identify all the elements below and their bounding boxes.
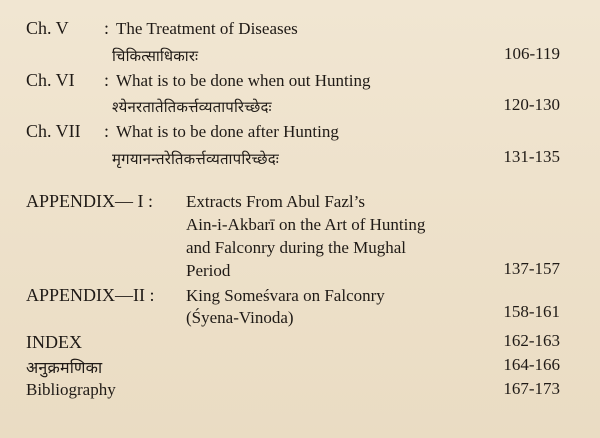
chapter-label: Ch. VI (26, 70, 75, 90)
page-range: 131-135 (503, 147, 560, 166)
back-matter-label: Bibliography (26, 380, 116, 399)
page-range: 120-130 (503, 95, 560, 114)
back-matter-label: अनुक्रमणिका (26, 358, 103, 377)
back-matter-label: INDEX (26, 332, 82, 352)
colon-separator: : (104, 18, 110, 38)
chapter-sanskrit-title: श्येनरतातेतिकर्त्तव्यतापरिच्छेदः (112, 98, 272, 116)
chapter-title: The Treatment of Diseases (116, 19, 298, 38)
colon-separator: : (104, 121, 110, 141)
chapter-sanskrit-title: मृगयानन्तरेतिकर्त्तव्यतापरिच्छेदः (112, 150, 279, 168)
appendix-line: King Someśvara on Falconry (186, 286, 385, 305)
appendix-line: and Falconry during the Mughal (186, 238, 407, 257)
appendix-line: Extracts From Abul Fazl’s (186, 192, 365, 211)
appendix-label: APPENDIX— I : (26, 191, 154, 211)
colon-separator: : (104, 70, 110, 90)
page-range: 137-157 (503, 259, 560, 278)
appendix-line: Ain-i-Akbarī on the Art of Hunting (186, 215, 426, 234)
page-range: 106-119 (503, 44, 560, 63)
chapter-label: Ch. V (26, 18, 69, 38)
page-range: 164-166 (503, 355, 560, 374)
chapter-label: Ch. VII (26, 121, 81, 141)
appendix-line: (Śyena-Vinoda) (186, 308, 294, 327)
appendix-label: APPENDIX—II : (26, 285, 155, 305)
chapter-title: What is to be done after Hunting (116, 122, 339, 141)
page-range: 158-161 (503, 302, 560, 321)
chapter-sanskrit-title: चिकित्साधिकारः (112, 47, 199, 65)
chapter-title: What is to be done when out Hunting (116, 71, 371, 90)
appendix-line: Period (186, 261, 231, 280)
page-range: 167-173 (503, 379, 560, 398)
page-range: 162-163 (503, 331, 560, 350)
